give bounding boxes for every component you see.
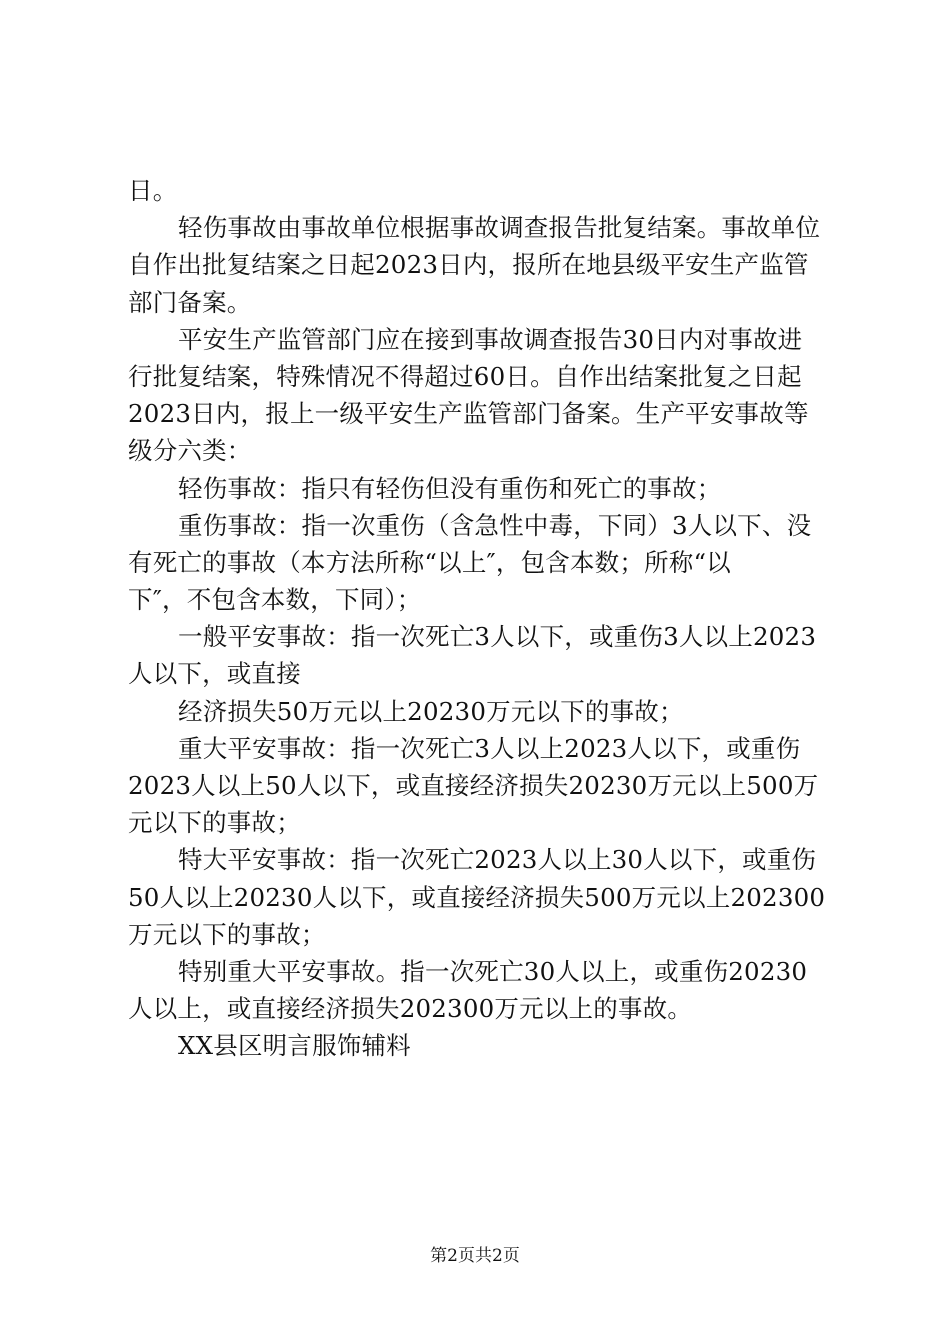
text-line: XX县区明言服饰辅料 xyxy=(178,1031,411,1061)
text-line: 元以下的事故； xyxy=(128,808,301,838)
page-footer xyxy=(0,1244,950,1268)
text-line: 有死亡的事故（本方法所称“以上″，包含本数；所称“以 xyxy=(128,547,731,577)
text-line: 人以上，或直接经济损失202300万元以上的事故。 xyxy=(128,994,693,1024)
text-line: 重伤事故：指一次重伤（含急性中毒，下同）3人以下、没 xyxy=(178,510,812,540)
text-line: 部门备案。 xyxy=(128,287,252,317)
document-body xyxy=(128,172,838,1065)
text-line: 自作出批复结案之日起2023日内，报所在地县级平安生产监管 xyxy=(128,250,809,280)
text-line: 经济损失50万元以上20230万元以下的事故； xyxy=(178,696,684,726)
text-line: 轻伤事故由事故单位根据事故调查报告批复结案。事故单位 xyxy=(178,213,821,243)
text-line: 日。 xyxy=(128,176,178,205)
text-line: 下″，不包含本数，下同）； xyxy=(128,585,422,615)
text-line: 行批复结案，特殊情况不得超过60日。自作出结案批复之日起 xyxy=(128,361,802,391)
page-number: 第2页 xyxy=(430,1246,475,1266)
text-line: 轻伤事故：指只有轻伤但没有重伤和死亡的事故； xyxy=(178,473,722,503)
text-line: 特别重大平安事故。指一次死亡30人以上，或重伤20230 xyxy=(178,956,808,986)
text-line: 平安生产监管部门应在接到事故调查报告30日内对事故进 xyxy=(178,324,803,354)
text-line: 特大平安事故：指一次死亡2023人以上30人以下，或重伤 xyxy=(178,845,817,875)
text-line: 50人以上20230人以下，或直接经济损失500万元以上202300 xyxy=(128,882,826,912)
text-line: 级分六类： xyxy=(128,436,252,466)
text-line: 2023日内，报上一级平安生产监管部门备案。生产平安事故等 xyxy=(128,399,809,429)
text-line: 万元以下的事故； xyxy=(128,919,326,949)
text-line: 2023人以上50人以下，或直接经济损失20230万元以上500万 xyxy=(128,771,819,800)
text-line: 人以下，或直接 xyxy=(128,659,301,689)
text-line: 重大平安事故：指一次死亡3人以上2023人以下，或重伤 xyxy=(178,733,801,763)
page-total: 共2页 xyxy=(475,1246,520,1266)
text-line: 一般平安事故：指一次死亡3人以下，或重伤3人以上2023 xyxy=(178,622,817,652)
